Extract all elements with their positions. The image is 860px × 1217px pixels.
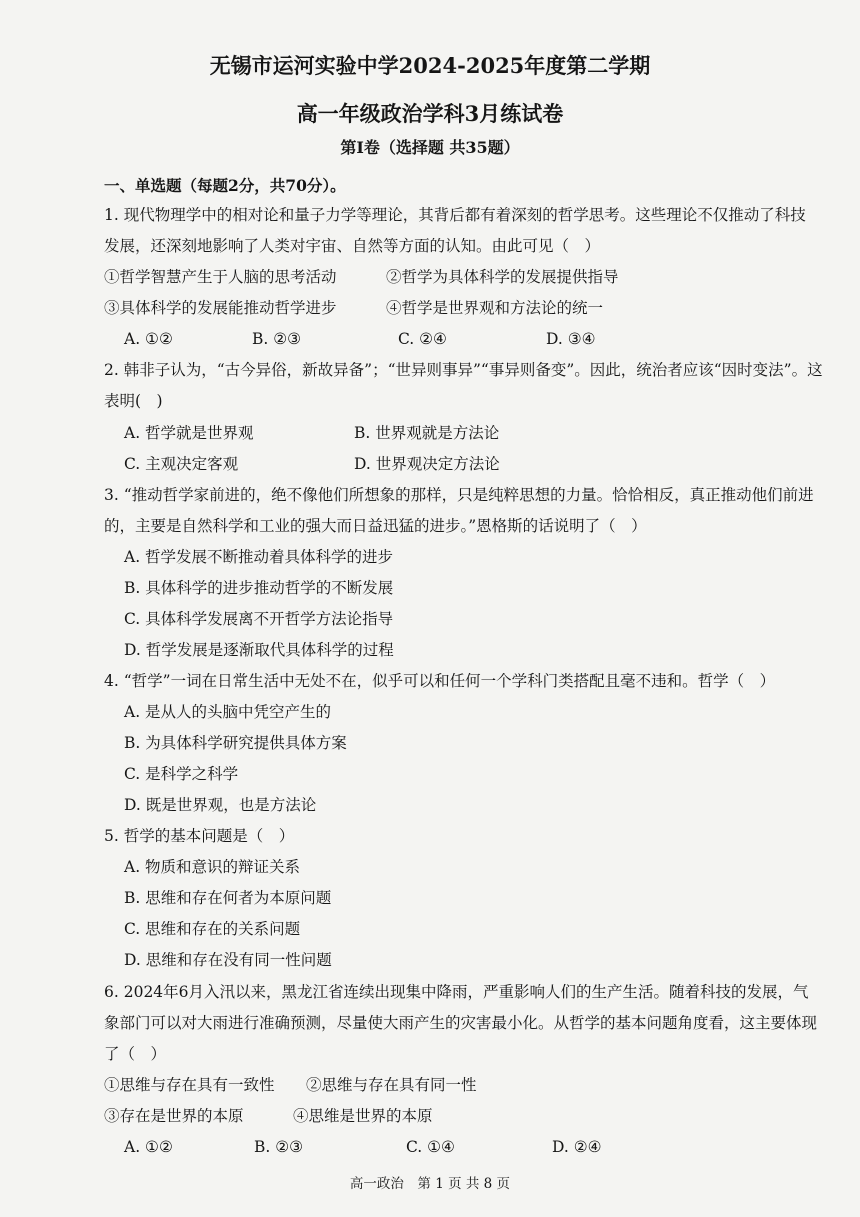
q2-stem-line2: 表明( ) <box>104 392 163 410</box>
exam-title: 无锡市运河实验中学2024-2025年度第二学期 <box>209 53 651 78</box>
q3-stem-line1: 3. “推动哲学家前进的，绝不像他们所想象的那样，只是纯粹思想的力量。恰恰相反，真正推动他们前进 <box>104 486 814 504</box>
q6-stem-line3: 了（ ） <box>104 1045 167 1063</box>
q3-option-c: C. 具体科学发展离不开哲学方法论指导 <box>124 610 394 628</box>
q6-option-a: A. ①② <box>124 1138 173 1156</box>
exam-subtitle: 高一年级政治学科3月练试卷 <box>296 101 564 126</box>
q3-option-d: D. 哲学发展是逐渐取代具体科学的过程 <box>124 641 394 659</box>
q5-option-c: C. 思维和存在的关系问题 <box>124 920 301 938</box>
q3-option-b: B. 具体科学的进步推动哲学的不断发展 <box>124 579 394 597</box>
q3-option-a: A. 哲学发展不断推动着具体科学的进步 <box>124 548 394 566</box>
q6-stem-line2: 象部门可以对大雨进行准确预测，尽量使大雨产生的灾害最小化。从哲学的基本问题角度看，这主要体现 <box>104 1014 818 1032</box>
q1-option-a: A. ①② <box>124 330 173 348</box>
page-footer: 高一政治 第 1 页 共 8 页 <box>349 1176 511 1192</box>
q6-statement: ①思维与存在具有一致性 <box>104 1076 275 1094</box>
q2-stem-line1: 2. 韩非子认为，“古今异俗，新故异备”；“世异则事异”“事异则备变”。因此，统治者应该“因时变法”。这 <box>104 361 823 379</box>
q6-option-b: B. ②③ <box>254 1138 304 1156</box>
q1-statement: ①哲学智慧产生于人脑的思考活动 <box>104 268 337 286</box>
q5-option-a: A. 物质和意识的辩证关系 <box>124 858 301 876</box>
q1-statement: ②哲学为具体科学的发展提供指导 <box>386 268 619 286</box>
q1-statement: ③具体科学的发展能推动哲学进步 <box>104 299 337 317</box>
section-heading: 一、单选题（每题2分，共70分）。 <box>104 176 346 195</box>
q6-statement: ③存在是世界的本原 <box>104 1107 244 1125</box>
q6-statement: ④思维是世界的本原 <box>293 1107 433 1125</box>
q1-option-c: C. ②④ <box>398 330 447 348</box>
q4-stem: 4. “哲学”一词在日常生活中无处不在，似乎可以和任何一个学科门类搭配且毫不违和。哲学（ ） <box>104 672 776 690</box>
q1-statement: ④哲学是世界观和方法论的统一 <box>386 299 604 317</box>
q6-statement: ②思维与存在具有同一性 <box>306 1076 477 1094</box>
q5-option-d: D. 思维和存在没有同一性问题 <box>124 951 332 969</box>
q4-option-b: B. 为具体科学研究提供具体方案 <box>124 734 347 752</box>
q2-option-c: C. 主观决定客观 <box>124 455 239 473</box>
q5-stem: 5. 哲学的基本问题是（ ） <box>104 827 295 845</box>
q6-option-c: C. ①④ <box>406 1138 455 1156</box>
q4-option-c: C. 是科学之科学 <box>124 765 239 783</box>
q1-option-d: D. ③④ <box>546 330 596 348</box>
q3-stem-line2: 的，主要是自然科学和工业的强大而日益迅猛的进步。”恩格斯的话说明了（ ） <box>104 517 647 535</box>
q2-option-b: B. 世界观就是方法论 <box>354 424 500 442</box>
q6-stem-line1: 6. 2024年6月入汛以来，黑龙江省连续出现集中降雨，严重影响人们的生产生活。随着科技的发展，气 <box>104 983 809 1001</box>
q1-option-b: B. ②③ <box>252 330 302 348</box>
q4-option-a: A. 是从人的头脑中凭空产生的 <box>124 703 332 721</box>
q2-option-d: D. 世界观决定方法论 <box>354 455 500 473</box>
q5-option-b: B. 思维和存在何者为本原问题 <box>124 889 332 907</box>
q2-option-a: A. 哲学就是世界观 <box>124 424 254 442</box>
q4-option-d: D. 既是世界观，也是方法论 <box>124 796 317 814</box>
q1-stem-line1: 1. 现代物理学中的相对论和量子力学等理论，其背后都有着深刻的哲学思考。这些理论不仅推动了科技 <box>104 206 806 224</box>
q6-option-d: D. ②④ <box>552 1138 602 1156</box>
q1-stem-line2: 发展，还深刻地影响了人类对宇宙、自然等方面的认知。由此可见（ ） <box>104 237 601 255</box>
part-title: 第Ⅰ卷（选择题 共35题） <box>340 138 520 157</box>
